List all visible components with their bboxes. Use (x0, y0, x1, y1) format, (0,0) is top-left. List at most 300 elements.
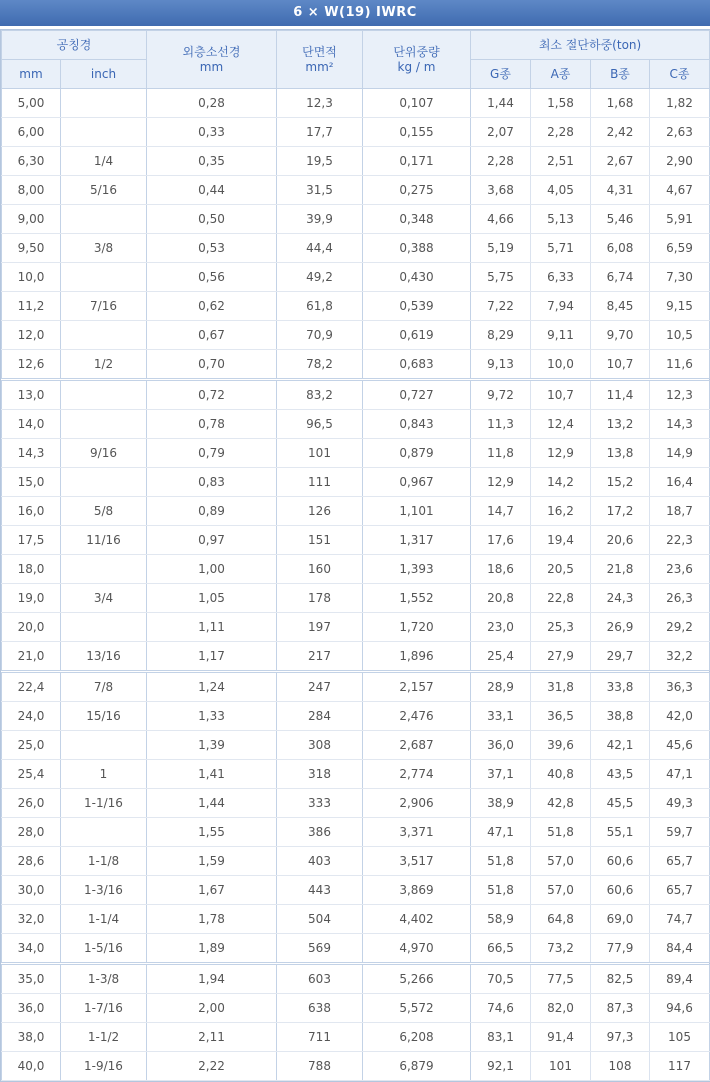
cell-load-b: 4,31 (591, 176, 650, 205)
cell-load-b: 77,9 (591, 934, 650, 964)
table-row (2, 934, 710, 964)
cell-cross-section: 96,5 (277, 410, 363, 439)
cell-load-c: 105 (650, 1023, 710, 1052)
cell-load-b: 45,5 (591, 789, 650, 818)
cell-mm: 10,0 (2, 263, 61, 292)
cell-load-g: 12,9 (471, 468, 531, 497)
table-row (2, 1023, 710, 1052)
cell-load-c: 45,6 (650, 731, 710, 760)
cell-unit-weight: 0,275 (363, 176, 471, 205)
cell-load-a: 101 (531, 1052, 591, 1081)
table-row (2, 176, 710, 205)
cell-load-b: 29,7 (591, 642, 650, 672)
cell-load-b: 87,3 (591, 994, 650, 1023)
header-nominal-diameter: 공칭경 (2, 31, 147, 60)
cell-load-c: 94,6 (650, 994, 710, 1023)
cell-load-a: 31,8 (531, 672, 591, 702)
cell-load-c: 47,1 (650, 760, 710, 789)
table-row (2, 555, 710, 584)
cell-load-a: 36,5 (531, 702, 591, 731)
table-row (2, 789, 710, 818)
cell-load-b: 55,1 (591, 818, 650, 847)
cell-cross-section: 318 (277, 760, 363, 789)
cell-outer-wire-dia: 1,44 (147, 789, 277, 818)
cell-cross-section: 308 (277, 731, 363, 760)
cell-unit-weight: 6,208 (363, 1023, 471, 1052)
header-min-breaking-load: 최소 절단하중(ton) (471, 31, 710, 60)
table-row (2, 380, 710, 410)
cell-inch: 13/16 (61, 642, 147, 672)
cell-inch: 1/2 (61, 350, 147, 380)
cell-load-b: 33,8 (591, 672, 650, 702)
cell-load-a: 4,05 (531, 176, 591, 205)
cell-load-c: 1,82 (650, 89, 710, 118)
cell-load-g: 36,0 (471, 731, 531, 760)
cell-mm: 38,0 (2, 1023, 61, 1052)
cell-inch (61, 555, 147, 584)
cell-load-a: 2,28 (531, 118, 591, 147)
cell-inch: 1-1/8 (61, 847, 147, 876)
spec-table-frame (0, 29, 710, 1082)
cell-inch (61, 613, 147, 642)
cell-cross-section: 160 (277, 555, 363, 584)
cell-unit-weight: 0,107 (363, 89, 471, 118)
cell-load-b: 43,5 (591, 760, 650, 789)
header-grade-b: B종 (591, 60, 650, 89)
table-row (2, 263, 710, 292)
table-row (2, 731, 710, 760)
cell-load-c: 74,7 (650, 905, 710, 934)
cell-load-a: 5,71 (531, 234, 591, 263)
cell-unit-weight: 3,517 (363, 847, 471, 876)
cell-load-b: 2,42 (591, 118, 650, 147)
cell-load-g: 11,3 (471, 410, 531, 439)
cell-inch: 1-7/16 (61, 994, 147, 1023)
cell-inch: 5/16 (61, 176, 147, 205)
cell-load-g: 17,6 (471, 526, 531, 555)
cell-load-a: 73,2 (531, 934, 591, 964)
cell-unit-weight: 3,371 (363, 818, 471, 847)
table-row (2, 118, 710, 147)
cell-cross-section: 61,8 (277, 292, 363, 321)
cell-outer-wire-dia: 0,67 (147, 321, 277, 350)
cell-load-c: 5,91 (650, 205, 710, 234)
cell-load-c: 9,15 (650, 292, 710, 321)
cell-outer-wire-dia: 2,22 (147, 1052, 277, 1081)
cell-load-g: 7,22 (471, 292, 531, 321)
cell-load-a: 57,0 (531, 847, 591, 876)
cell-load-c: 65,7 (650, 876, 710, 905)
cell-load-b: 26,9 (591, 613, 650, 642)
cell-unit-weight: 0,967 (363, 468, 471, 497)
cell-cross-section: 70,9 (277, 321, 363, 350)
cell-mm: 13,0 (2, 380, 61, 410)
cell-load-g: 74,6 (471, 994, 531, 1023)
cell-cross-section: 78,2 (277, 350, 363, 380)
cell-load-g: 2,28 (471, 147, 531, 176)
cell-cross-section: 111 (277, 468, 363, 497)
header-inch: inch (61, 60, 147, 89)
cell-load-a: 57,0 (531, 876, 591, 905)
cell-unit-weight: 4,402 (363, 905, 471, 934)
cell-load-a: 6,33 (531, 263, 591, 292)
table-row (2, 439, 710, 468)
cell-load-c: 59,7 (650, 818, 710, 847)
cell-cross-section: 386 (277, 818, 363, 847)
cell-unit-weight: 6,879 (363, 1052, 471, 1081)
table-row (2, 964, 710, 994)
cell-load-c: 6,59 (650, 234, 710, 263)
cell-load-g: 70,5 (471, 964, 531, 994)
cell-mm: 28,6 (2, 847, 61, 876)
cell-unit-weight: 1,317 (363, 526, 471, 555)
cell-inch: 1-5/16 (61, 934, 147, 964)
cell-load-a: 51,8 (531, 818, 591, 847)
cell-load-c: 22,3 (650, 526, 710, 555)
cell-load-b: 1,68 (591, 89, 650, 118)
cell-load-c: 29,2 (650, 613, 710, 642)
cell-outer-wire-dia: 0,89 (147, 497, 277, 526)
cell-inch: 7/16 (61, 292, 147, 321)
cell-unit-weight: 2,476 (363, 702, 471, 731)
cell-mm: 12,0 (2, 321, 61, 350)
cell-load-g: 4,66 (471, 205, 531, 234)
cell-unit-weight: 1,552 (363, 584, 471, 613)
cell-outer-wire-dia: 0,78 (147, 410, 277, 439)
cell-load-a: 20,5 (531, 555, 591, 584)
cell-inch (61, 118, 147, 147)
cell-load-a: 40,8 (531, 760, 591, 789)
cell-load-g: 2,07 (471, 118, 531, 147)
cell-load-b: 5,46 (591, 205, 650, 234)
cell-outer-wire-dia: 1,55 (147, 818, 277, 847)
table-row (2, 205, 710, 234)
header-grade-g: G종 (471, 60, 531, 89)
cell-load-b: 20,6 (591, 526, 650, 555)
cell-mm: 21,0 (2, 642, 61, 672)
cell-cross-section: 638 (277, 994, 363, 1023)
cell-load-g: 38,9 (471, 789, 531, 818)
header-outer-wire-label: 외층소선경 (182, 44, 241, 59)
cell-unit-weight: 5,572 (363, 994, 471, 1023)
cell-load-b: 6,08 (591, 234, 650, 263)
cell-inch (61, 89, 147, 118)
header-cross-section (277, 31, 363, 89)
cell-load-b: 60,6 (591, 876, 650, 905)
cell-outer-wire-dia: 1,41 (147, 760, 277, 789)
cell-load-b: 60,6 (591, 847, 650, 876)
cell-load-b: 82,5 (591, 964, 650, 994)
cell-inch (61, 468, 147, 497)
cell-load-c: 89,4 (650, 964, 710, 994)
cell-unit-weight: 0,727 (363, 380, 471, 410)
table-row (2, 350, 710, 380)
cell-cross-section: 569 (277, 934, 363, 964)
cell-load-b: 13,2 (591, 410, 650, 439)
cell-mm: 40,0 (2, 1052, 61, 1081)
table-row (2, 642, 710, 672)
cell-load-g: 9,13 (471, 350, 531, 380)
header-cross-section-unit: mm² (305, 59, 334, 74)
cell-load-g: 14,7 (471, 497, 531, 526)
cell-cross-section: 504 (277, 905, 363, 934)
cell-mm: 25,4 (2, 760, 61, 789)
cell-load-b: 8,45 (591, 292, 650, 321)
cell-inch: 1-1/16 (61, 789, 147, 818)
cell-inch (61, 410, 147, 439)
cell-cross-section: 83,2 (277, 380, 363, 410)
cell-load-a: 64,8 (531, 905, 591, 934)
cell-load-a: 1,58 (531, 89, 591, 118)
cell-load-a: 16,2 (531, 497, 591, 526)
cell-outer-wire-dia: 0,79 (147, 439, 277, 468)
cell-load-b: 2,67 (591, 147, 650, 176)
cell-inch: 9/16 (61, 439, 147, 468)
cell-outer-wire-dia: 0,62 (147, 292, 277, 321)
cell-load-c: 18,7 (650, 497, 710, 526)
cell-load-b: 21,8 (591, 555, 650, 584)
cell-mm: 28,0 (2, 818, 61, 847)
cell-unit-weight: 3,869 (363, 876, 471, 905)
cell-load-g: 18,6 (471, 555, 531, 584)
cell-load-a: 10,0 (531, 350, 591, 380)
cell-load-g: 25,4 (471, 642, 531, 672)
cell-mm: 12,6 (2, 350, 61, 380)
cell-load-b: 69,0 (591, 905, 650, 934)
cell-load-b: 11,4 (591, 380, 650, 410)
table-row (2, 147, 710, 176)
cell-load-c: 117 (650, 1052, 710, 1081)
cell-mm: 22,4 (2, 672, 61, 702)
cell-outer-wire-dia: 1,33 (147, 702, 277, 731)
cell-cross-section: 197 (277, 613, 363, 642)
cell-load-c: 2,63 (650, 118, 710, 147)
cell-load-a: 5,13 (531, 205, 591, 234)
cell-inch (61, 205, 147, 234)
cell-outer-wire-dia: 1,67 (147, 876, 277, 905)
table-row (2, 468, 710, 497)
cell-mm: 6,30 (2, 147, 61, 176)
cell-unit-weight: 0,539 (363, 292, 471, 321)
table-row (2, 321, 710, 350)
cell-load-g: 8,29 (471, 321, 531, 350)
cell-load-b: 97,3 (591, 1023, 650, 1052)
cell-outer-wire-dia: 0,35 (147, 147, 277, 176)
header-outer-wire-diameter (147, 31, 277, 89)
cell-load-b: 10,7 (591, 350, 650, 380)
table-header (2, 31, 710, 89)
cell-outer-wire-dia: 1,17 (147, 642, 277, 672)
cell-mm: 30,0 (2, 876, 61, 905)
cell-mm: 34,0 (2, 934, 61, 964)
cell-load-c: 42,0 (650, 702, 710, 731)
cell-load-a: 91,4 (531, 1023, 591, 1052)
cell-inch: 3/8 (61, 234, 147, 263)
cell-load-c: 32,2 (650, 642, 710, 672)
cell-cross-section: 101 (277, 439, 363, 468)
cell-load-a: 2,51 (531, 147, 591, 176)
cell-cross-section: 284 (277, 702, 363, 731)
cell-load-g: 37,1 (471, 760, 531, 789)
cell-cross-section: 17,7 (277, 118, 363, 147)
cell-outer-wire-dia: 1,24 (147, 672, 277, 702)
cell-outer-wire-dia: 1,89 (147, 934, 277, 964)
cell-outer-wire-dia: 0,70 (147, 350, 277, 380)
cell-load-g: 66,5 (471, 934, 531, 964)
cell-load-g: 47,1 (471, 818, 531, 847)
cell-mm: 18,0 (2, 555, 61, 584)
cell-mm: 24,0 (2, 702, 61, 731)
cell-load-a: 10,7 (531, 380, 591, 410)
cell-load-g: 5,75 (471, 263, 531, 292)
header-unit-weight-label: 단위중량 (393, 44, 440, 59)
cell-unit-weight: 0,171 (363, 147, 471, 176)
table-row (2, 526, 710, 555)
cell-load-a: 12,4 (531, 410, 591, 439)
cell-load-a: 77,5 (531, 964, 591, 994)
cell-load-c: 11,6 (650, 350, 710, 380)
cell-load-a: 82,0 (531, 994, 591, 1023)
table-row (2, 702, 710, 731)
table-row (2, 584, 710, 613)
cell-cross-section: 49,2 (277, 263, 363, 292)
cell-mm: 17,5 (2, 526, 61, 555)
cell-outer-wire-dia: 0,97 (147, 526, 277, 555)
header-cross-section-label: 단면적 (302, 44, 337, 59)
header-grade-c: C종 (650, 60, 710, 89)
cell-mm: 8,00 (2, 176, 61, 205)
cell-inch (61, 263, 147, 292)
cell-load-a: 12,9 (531, 439, 591, 468)
cell-outer-wire-dia: 0,33 (147, 118, 277, 147)
cell-cross-section: 247 (277, 672, 363, 702)
cell-outer-wire-dia: 0,56 (147, 263, 277, 292)
cell-load-a: 39,6 (531, 731, 591, 760)
cell-load-g: 33,1 (471, 702, 531, 731)
cell-load-g: 23,0 (471, 613, 531, 642)
table-row (2, 497, 710, 526)
cell-mm: 5,00 (2, 89, 61, 118)
cell-unit-weight: 4,970 (363, 934, 471, 964)
cell-unit-weight: 2,157 (363, 672, 471, 702)
cell-load-g: 5,19 (471, 234, 531, 263)
table-row (2, 89, 710, 118)
cell-mm: 6,00 (2, 118, 61, 147)
cell-outer-wire-dia: 1,00 (147, 555, 277, 584)
cell-load-c: 7,30 (650, 263, 710, 292)
cell-load-c: 2,90 (650, 147, 710, 176)
cell-outer-wire-dia: 0,72 (147, 380, 277, 410)
cell-unit-weight: 0,879 (363, 439, 471, 468)
cell-cross-section: 12,3 (277, 89, 363, 118)
cell-outer-wire-dia: 2,11 (147, 1023, 277, 1052)
cell-load-c: 84,4 (650, 934, 710, 964)
cell-mm: 15,0 (2, 468, 61, 497)
cell-unit-weight: 2,906 (363, 789, 471, 818)
header-unit-weight-unit: kg / m (397, 59, 436, 74)
cell-outer-wire-dia: 1,05 (147, 584, 277, 613)
cell-inch: 1-1/2 (61, 1023, 147, 1052)
cell-cross-section: 788 (277, 1052, 363, 1081)
cell-load-c: 36,3 (650, 672, 710, 702)
cell-load-g: 20,8 (471, 584, 531, 613)
cell-unit-weight: 1,896 (363, 642, 471, 672)
cell-load-g: 51,8 (471, 847, 531, 876)
cell-load-a: 42,8 (531, 789, 591, 818)
cell-outer-wire-dia: 1,94 (147, 964, 277, 994)
cell-mm: 36,0 (2, 994, 61, 1023)
cell-load-c: 4,67 (650, 176, 710, 205)
cell-mm: 16,0 (2, 497, 61, 526)
cell-outer-wire-dia: 0,50 (147, 205, 277, 234)
cell-cross-section: 403 (277, 847, 363, 876)
cell-load-c: 12,3 (650, 380, 710, 410)
table-row (2, 672, 710, 702)
cell-outer-wire-dia: 0,28 (147, 89, 277, 118)
cell-mm: 32,0 (2, 905, 61, 934)
cell-cross-section: 178 (277, 584, 363, 613)
table-row (2, 410, 710, 439)
cell-outer-wire-dia: 1,11 (147, 613, 277, 642)
cell-inch (61, 731, 147, 760)
cell-mm: 9,00 (2, 205, 61, 234)
header-grade-a: A종 (531, 60, 591, 89)
cell-cross-section: 151 (277, 526, 363, 555)
cell-load-b: 108 (591, 1052, 650, 1081)
cell-inch: 7/8 (61, 672, 147, 702)
cell-inch (61, 380, 147, 410)
cell-outer-wire-dia: 2,00 (147, 994, 277, 1023)
cell-mm: 26,0 (2, 789, 61, 818)
cell-load-g: 28,9 (471, 672, 531, 702)
cell-load-c: 49,3 (650, 789, 710, 818)
table-row (2, 905, 710, 934)
cell-load-b: 6,74 (591, 263, 650, 292)
cell-mm: 20,0 (2, 613, 61, 642)
cell-mm: 19,0 (2, 584, 61, 613)
cell-unit-weight: 2,687 (363, 731, 471, 760)
cell-load-b: 15,2 (591, 468, 650, 497)
cell-load-a: 14,2 (531, 468, 591, 497)
cell-inch: 3/4 (61, 584, 147, 613)
cell-load-g: 1,44 (471, 89, 531, 118)
cell-load-g: 11,8 (471, 439, 531, 468)
cell-load-c: 14,9 (650, 439, 710, 468)
table-row (2, 994, 710, 1023)
cell-load-a: 27,9 (531, 642, 591, 672)
cell-unit-weight: 0,430 (363, 263, 471, 292)
cell-inch: 1 (61, 760, 147, 789)
cell-unit-weight: 5,266 (363, 964, 471, 994)
table-body (2, 89, 710, 1081)
table-row (2, 234, 710, 263)
cell-inch: 1-3/16 (61, 876, 147, 905)
header-unit-weight (363, 31, 471, 89)
cell-load-g: 3,68 (471, 176, 531, 205)
cell-outer-wire-dia: 1,78 (147, 905, 277, 934)
cell-load-g: 83,1 (471, 1023, 531, 1052)
cell-load-g: 58,9 (471, 905, 531, 934)
cell-inch: 1-9/16 (61, 1052, 147, 1081)
cell-inch: 1-1/4 (61, 905, 147, 934)
cell-load-c: 16,4 (650, 468, 710, 497)
cell-load-b: 9,70 (591, 321, 650, 350)
cell-load-c: 65,7 (650, 847, 710, 876)
cell-unit-weight: 0,388 (363, 234, 471, 263)
cell-load-c: 10,5 (650, 321, 710, 350)
cell-cross-section: 217 (277, 642, 363, 672)
cell-mm: 25,0 (2, 731, 61, 760)
